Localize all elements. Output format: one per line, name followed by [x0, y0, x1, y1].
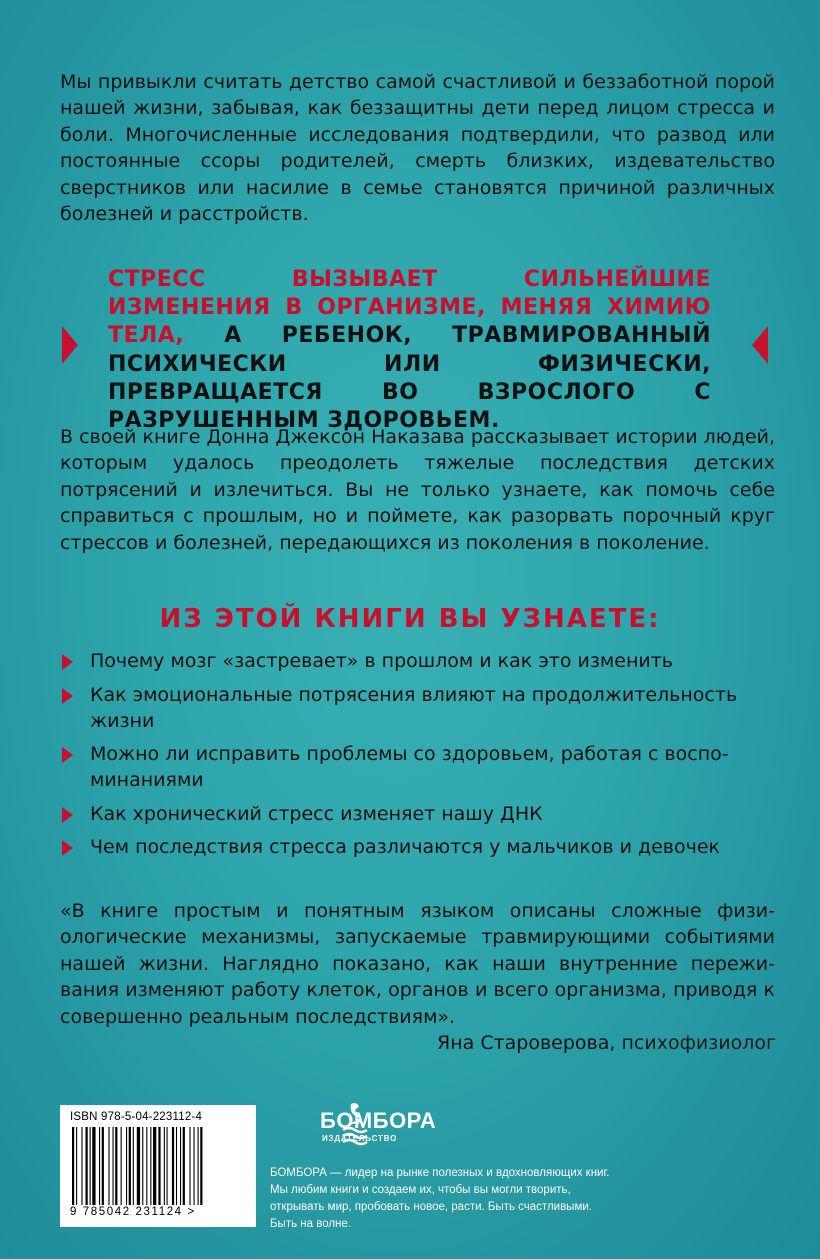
barcode-bar [142, 1127, 143, 1205]
list-item-text: Чем последствия стресса различаются у мальчиков и девочек [90, 836, 721, 858]
pull-quote-red: СТРЕСС ВЫЗЫВАЕТ СИЛЬНЕЙШИЕ ИЗМЕНЕНИЯ В ОРГАНИЗМЕ, МЕНЯЯ ХИМИЮ ТЕЛА, [108, 267, 711, 349]
list-item [60, 682, 775, 734]
quote-right-triangle-icon [752, 326, 768, 364]
list-item [60, 834, 775, 860]
barcode-bar [150, 1127, 151, 1205]
publisher-description: БОМБОРА — лидер на рынке полезных и вдохновляющих книг. Мы любим книги и создаем их, чтобы вы могли творить, открывать мир, пробовать новое, расти. Быть счастливыми. Быть на волне. [270, 1167, 610, 1230]
barcode-bar [176, 1127, 177, 1205]
pull-quote-dark: А РЕБЕНОК, ТРАВМИРОВАННЫЙ ПСИХИЧЕСКИ ИЛИ ФИЗИЧЕСКИ, ПРЕВРАЩАЕТСЯ ВО ВЗРОСЛОГО С РАЗРУШЕННЫМ ЗДОРОВЬЕМ. [108, 323, 711, 434]
story-paragraph: В своей книге Донна Джексон Наказава рассказывает истории людей, которым удалось преодолеть тяжелые последствия детских потрясений и излечиться. Вы не только узнаете, как помочь себе справиться с прошлым, но и поймете, как разорвать порочный круг стрессов и болезней, передающихся из поколения в поколение. [60, 426, 775, 554]
isbn-label: ISBN 978-5-04-223112-4 [70, 1111, 203, 1123]
barcode-bar [92, 1127, 95, 1205]
barcode-bar [198, 1127, 199, 1205]
barcode-block [60, 1105, 256, 1227]
bullet-triangle-icon [62, 688, 73, 704]
barcode-bar [99, 1127, 100, 1205]
bullet-triangle-icon [62, 654, 73, 670]
barcode-bar [194, 1127, 195, 1205]
list-item-text: Как эмоциональные потрясения влияют на продолжительность жизни [90, 683, 738, 732]
barcode-bar [115, 1127, 117, 1205]
barcode-bar [153, 1127, 156, 1205]
barcode-bar [108, 1127, 109, 1205]
barcode-bar [86, 1127, 88, 1205]
publisher-subtitle: ИЗДАТЕЛЬСТВО [322, 1134, 398, 1143]
barcode-bar [189, 1127, 190, 1205]
barcode-bar [129, 1127, 131, 1205]
barcode-bar [121, 1127, 122, 1205]
author-name: Яна Староверова, [437, 1032, 616, 1054]
bullet-triangle-icon [62, 840, 73, 856]
publisher-name: БОМБОРА [320, 1108, 437, 1133]
barcode-bars [70, 1127, 246, 1205]
barcode-bar [126, 1127, 127, 1205]
barcode-bar [113, 1127, 114, 1205]
barcode-bar [180, 1127, 181, 1205]
barcode-bar [90, 1127, 91, 1205]
author-role: психофизиолог [621, 1032, 776, 1054]
barcode-bar [81, 1127, 82, 1205]
list-item [60, 648, 775, 674]
learn-list [60, 648, 775, 868]
barcode-bar [200, 1127, 202, 1205]
barcode-bar [183, 1127, 185, 1205]
list-item-text: Можно ли исправить проблемы со здоровьем, работая с воспоминаниями [90, 743, 729, 791]
bullet-triangle-icon [62, 807, 73, 823]
barcode-bar [164, 1127, 165, 1205]
barcode-digits: 9 785042 231124 > [70, 1206, 196, 1218]
quote-author [437, 1032, 776, 1054]
barcode-bar [167, 1127, 168, 1205]
learn-heading: ИЗ ЭТОЙ КНИГИ ВЫ УЗНАЕТЕ: [159, 604, 661, 634]
list-item [60, 741, 775, 793]
quote-left-triangle-icon [62, 326, 78, 364]
barcode-bar [76, 1127, 77, 1205]
barcode-bar [172, 1127, 174, 1205]
barcode-bar [146, 1127, 147, 1205]
pull-quote [108, 266, 711, 435]
list-item-text: Почему мозг «застревает» в прошлом и как это изменить [90, 650, 673, 672]
list-item-text: Как хронический стресс изменяет нашу ДНК [90, 802, 543, 825]
bullet-triangle-icon [62, 747, 73, 763]
intro-paragraph: Мы привыкли считать детство самой счастливой и беззаботной порой нашей жизни, забывая, как беззащитны дети перед лицом стресса и боли. Многочисленные исследования подтвердили, что развод или постоянные ссоры родителей, смерть близких, издевательство сверстников или насилие в семье становятся причиной различных болезней и расстройств. [60, 71, 775, 226]
barcode-bar [102, 1127, 104, 1205]
barcode-bar [133, 1127, 134, 1205]
barcode-bar [137, 1127, 140, 1205]
review-quote: «В книге простым и понятным языком описаны сложные физиологические механизмы, запускаемые травмирующими событиями нашей жизни. Наглядно показано, как наши внутренние переживания изменяют работу клеток, органов и всего организма, приводя к совершенно реальным последствиям». [60, 900, 775, 1028]
barcode-bar [72, 1127, 74, 1205]
barcode-bar [158, 1127, 160, 1205]
list-item [60, 801, 775, 827]
